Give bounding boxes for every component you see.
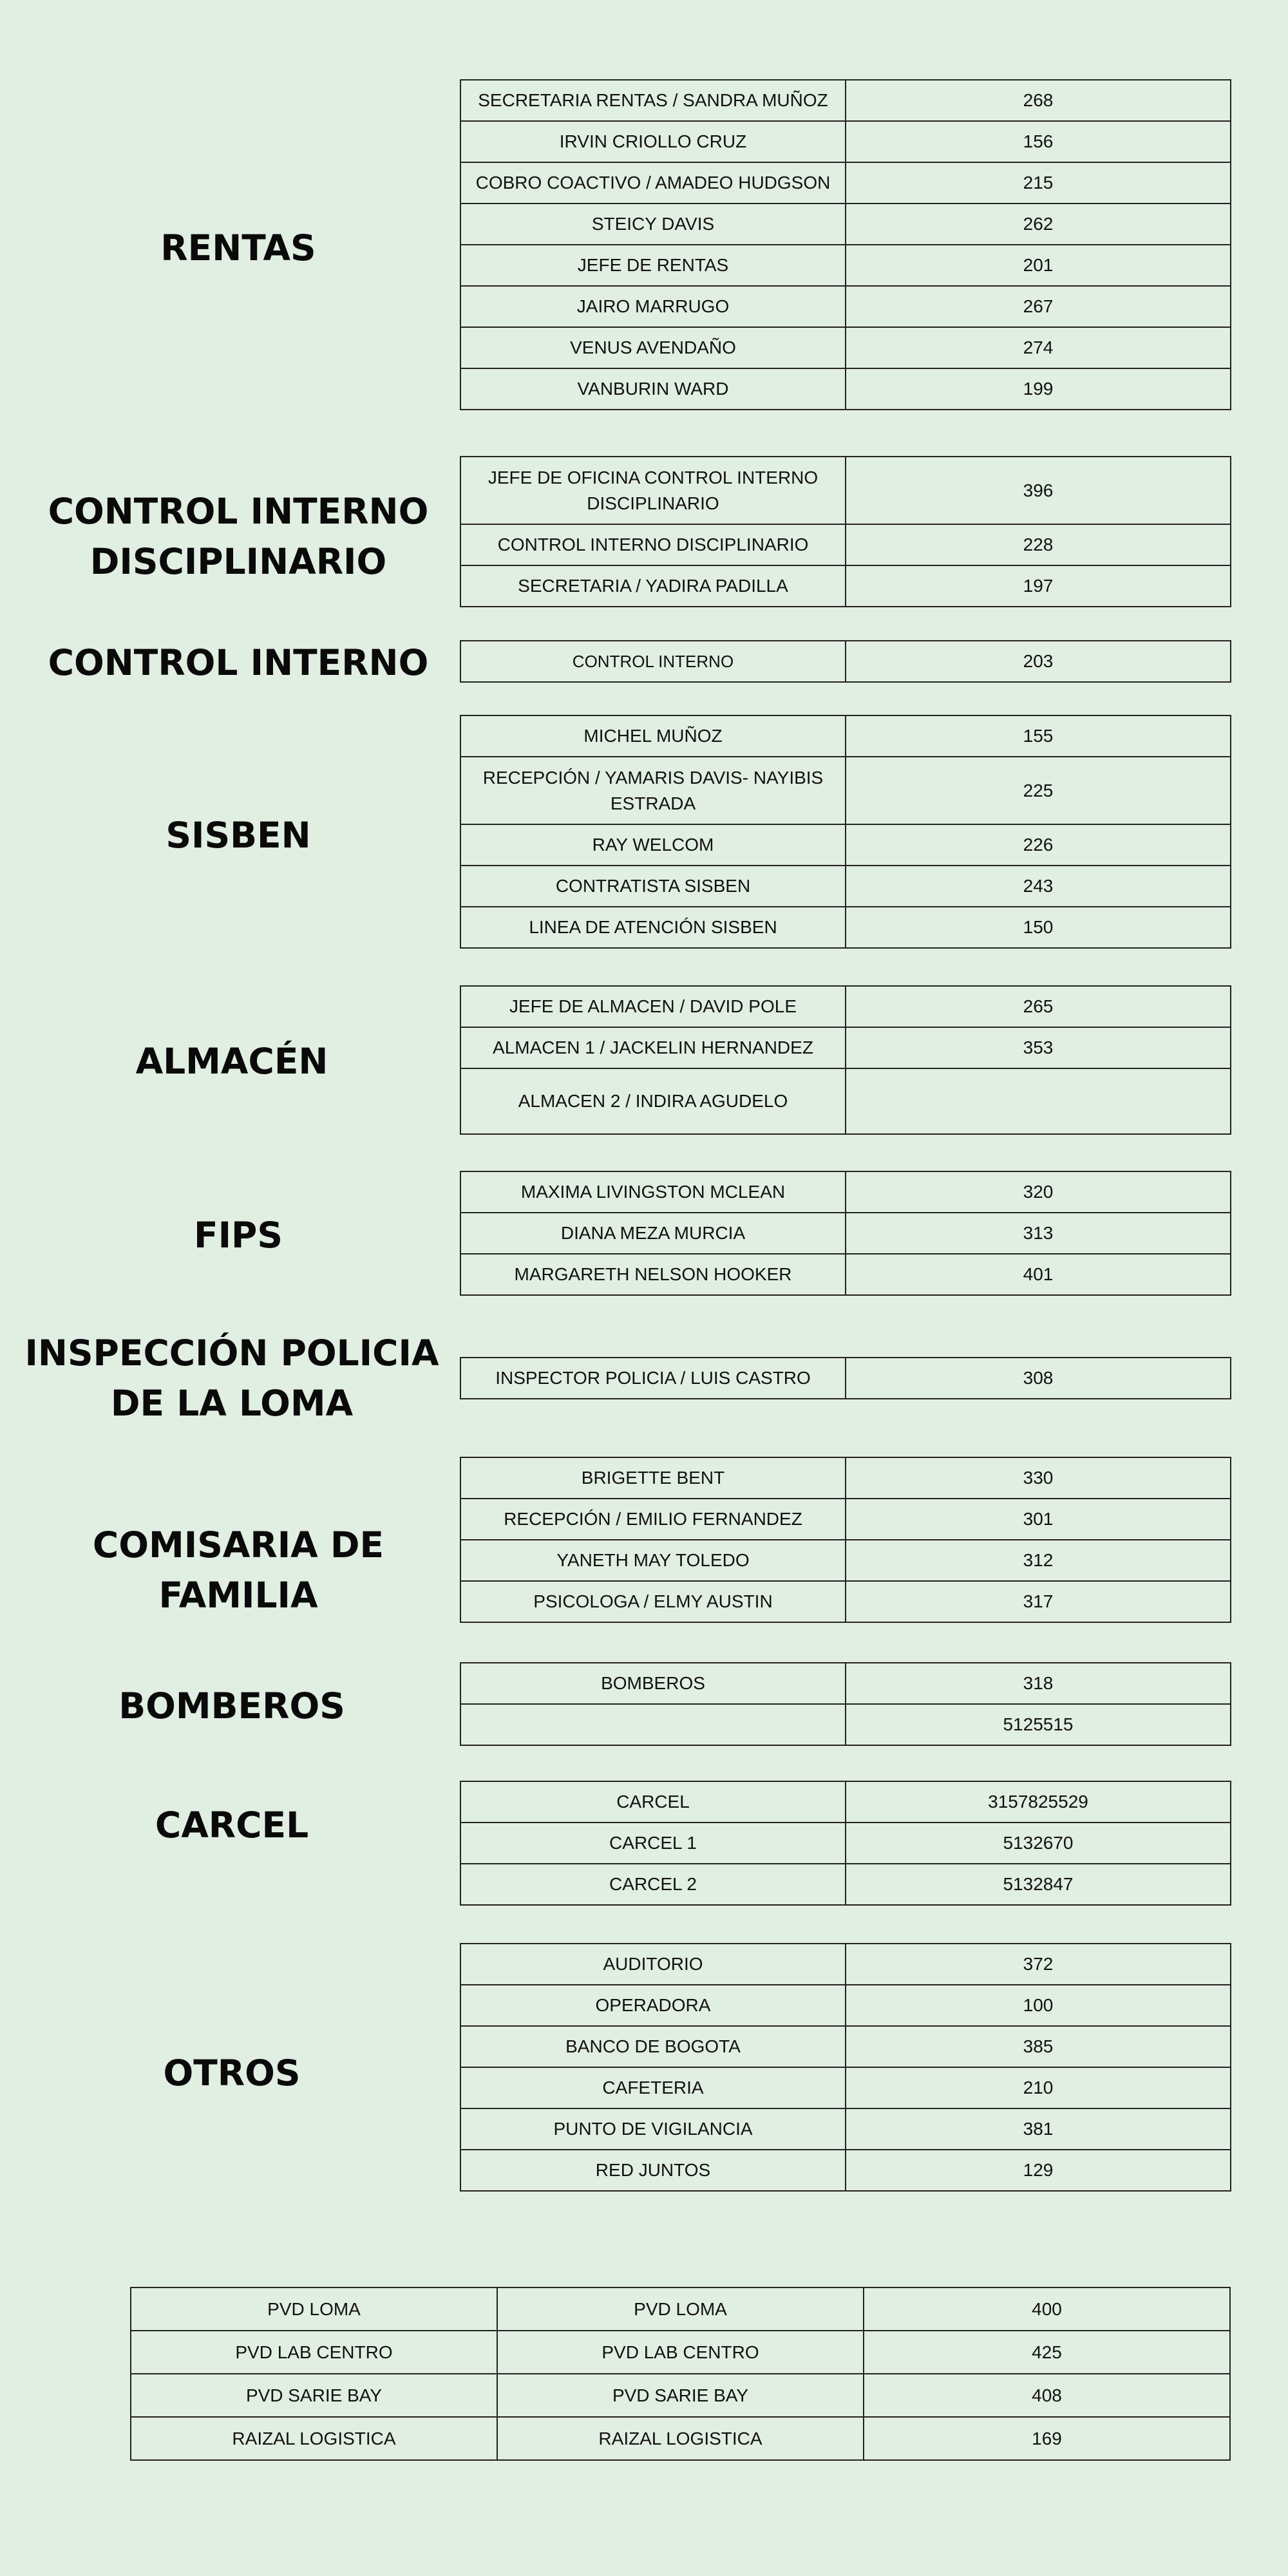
extension-number: 203 xyxy=(846,641,1231,682)
contact-name: CARCEL xyxy=(460,1781,846,1823)
contact-name: COBRO COACTIVO / AMADEO HUDGSON xyxy=(460,162,846,204)
contact-name: BRIGETTE BENT xyxy=(460,1457,846,1499)
contact-name xyxy=(460,1704,846,1745)
carcel-table xyxy=(460,1781,1231,1906)
extension-number: 156 xyxy=(846,121,1231,162)
table-row xyxy=(131,2287,1230,2331)
heading-line: CONTROL INTERNO xyxy=(48,491,429,532)
heading-line: INSPECCIÓN POLICIA xyxy=(24,1332,439,1374)
section-heading-almacen: ALMACÉN xyxy=(135,1041,328,1082)
section-heading-inspeccion-policia xyxy=(19,1328,444,1428)
table-row xyxy=(460,1663,1231,1704)
extension-number: 129 xyxy=(846,2150,1231,2191)
table-row xyxy=(460,715,1231,757)
extension-number: 408 xyxy=(864,2374,1230,2417)
contact-name: VANBURIN WARD xyxy=(460,368,846,410)
extension-number: 301 xyxy=(846,1499,1231,1540)
almacen-table xyxy=(460,985,1231,1135)
contact-name: DIANA MEZA MURCIA xyxy=(460,1213,846,1254)
extension-number: 267 xyxy=(846,286,1231,327)
table-row xyxy=(460,1027,1231,1068)
extension-number: 169 xyxy=(864,2417,1230,2460)
table-row xyxy=(460,204,1231,245)
table-row xyxy=(460,824,1231,866)
table-row xyxy=(460,1254,1231,1295)
contact-name: VENUS AVENDAÑO xyxy=(460,327,846,368)
table-row xyxy=(460,121,1231,162)
section-heading-otros: OTROS xyxy=(163,2052,301,2094)
contact-name: PUNTO DE VIGILANCIA xyxy=(460,2108,846,2150)
table-row xyxy=(460,368,1231,410)
contact-name: YANETH MAY TOLEDO xyxy=(460,1540,846,1581)
pvd-name: PVD SARIE BAY xyxy=(497,2374,864,2417)
table-row xyxy=(460,457,1231,524)
section-heading-rentas: RENTAS xyxy=(160,227,316,269)
extension-number: 312 xyxy=(846,1540,1231,1581)
table-row xyxy=(460,565,1231,607)
table-row xyxy=(460,866,1231,907)
contact-name: CARCEL 2 xyxy=(460,1864,846,1905)
table-row xyxy=(460,1213,1231,1254)
extension-number xyxy=(846,1068,1231,1134)
section-heading-control-interno: CONTROL INTERNO xyxy=(48,642,429,683)
extension-number: 317 xyxy=(846,1581,1231,1622)
contact-name: RED JUNTOS xyxy=(460,2150,846,2191)
pvd-name: RAIZAL LOGISTICA xyxy=(131,2417,497,2460)
contact-name: SECRETARIA / YADIRA PADILLA xyxy=(460,565,846,607)
extension-number: 215 xyxy=(846,162,1231,204)
contact-name: JAIRO MARRUGO xyxy=(460,286,846,327)
table-row xyxy=(460,907,1231,948)
extension-number: 313 xyxy=(846,1213,1231,1254)
section-heading-control-interno-disciplinario xyxy=(26,486,451,587)
contact-name: MICHEL MUÑOZ xyxy=(460,715,846,757)
contact-name: BANCO DE BOGOTA xyxy=(460,2026,846,2067)
contact-name: MARGARETH NELSON HOOKER xyxy=(460,1254,846,1295)
contact-name: RECEPCIÓN / EMILIO FERNANDEZ xyxy=(460,1499,846,1540)
contact-name: BOMBEROS xyxy=(460,1663,846,1704)
contact-name: INSPECTOR POLICIA / LUIS CASTRO xyxy=(460,1358,846,1399)
sisben-table xyxy=(460,715,1231,949)
table-row xyxy=(460,1457,1231,1499)
table-row xyxy=(460,327,1231,368)
table-row xyxy=(460,245,1231,286)
table-row xyxy=(460,1499,1231,1540)
table-row xyxy=(460,80,1231,121)
table-row xyxy=(460,1581,1231,1622)
contact-name: JEFE DE OFICINA CONTROL INTERNO DISCIPLINARIO xyxy=(460,457,846,524)
control-interno-table xyxy=(460,640,1231,683)
table-row xyxy=(460,1944,1231,1985)
heading-line: DE LA LOMA xyxy=(110,1383,354,1424)
table-row xyxy=(460,1540,1231,1581)
contact-name: IRVIN CRIOLLO CRUZ xyxy=(460,121,846,162)
rentas-table xyxy=(460,79,1231,410)
inspeccion-policia-table xyxy=(460,1357,1231,1399)
section-heading-comisaria-de-familia: COMISARIA DE FAMILIA xyxy=(92,1524,384,1616)
contact-name: AUDITORIO xyxy=(460,1944,846,1985)
pvd-name: PVD LOMA xyxy=(131,2287,497,2331)
extension-number: 262 xyxy=(846,204,1231,245)
extension-number: 225 xyxy=(846,757,1231,824)
contact-name: MAXIMA LIVINGSTON MCLEAN xyxy=(460,1171,846,1213)
contact-name: CAFETERIA xyxy=(460,2067,846,2108)
extension-number: 201 xyxy=(846,245,1231,286)
table-row xyxy=(460,1864,1231,1905)
pvd-name: PVD SARIE BAY xyxy=(131,2374,497,2417)
extension-number: 425 xyxy=(864,2331,1230,2374)
table-row xyxy=(460,1823,1231,1864)
contact-name: ALMACEN 2 / INDIRA AGUDELO xyxy=(460,1068,846,1134)
extension-number: 330 xyxy=(846,1457,1231,1499)
extension-number: 320 xyxy=(846,1171,1231,1213)
contact-name: RAY WELCOM xyxy=(460,824,846,866)
extension-number: 381 xyxy=(846,2108,1231,2150)
table-row xyxy=(460,2067,1231,2108)
table-row xyxy=(460,1171,1231,1213)
contact-name: RECEPCIÓN / YAMARIS DAVIS- NAYIBIS ESTRADA xyxy=(460,757,846,824)
contact-name: SECRETARIA RENTAS / SANDRA MUÑOZ xyxy=(460,80,846,121)
extension-number: 3157825529 xyxy=(846,1781,1231,1823)
table-row xyxy=(460,1068,1231,1134)
extension-number: 228 xyxy=(846,524,1231,565)
contact-name: LINEA DE ATENCIÓN SISBEN xyxy=(460,907,846,948)
extension-number: 226 xyxy=(846,824,1231,866)
extension-number: 5125515 xyxy=(846,1704,1231,1745)
comisaria-de-familia-table xyxy=(460,1457,1231,1623)
contact-name: JEFE DE ALMACEN / DAVID POLE xyxy=(460,986,846,1027)
heading-line: DISCIPLINARIO xyxy=(90,541,387,582)
otros-table xyxy=(460,1943,1231,2192)
table-row xyxy=(460,2026,1231,2067)
table-row xyxy=(460,162,1231,204)
table-row xyxy=(460,524,1231,565)
pvd-table xyxy=(130,2287,1231,2461)
pvd-name: PVD LOMA xyxy=(497,2287,864,2331)
table-row xyxy=(460,2150,1231,2191)
section-heading-sisben: SISBEN xyxy=(166,815,311,856)
table-row xyxy=(460,757,1231,824)
extension-number: 5132670 xyxy=(846,1823,1231,1864)
pvd-name: RAIZAL LOGISTICA xyxy=(497,2417,864,2460)
extension-number: 396 xyxy=(846,457,1231,524)
table-row xyxy=(460,641,1231,682)
control-interno-disciplinario-table xyxy=(460,456,1231,607)
fips-table xyxy=(460,1171,1231,1296)
pvd-name: PVD LAB CENTRO xyxy=(131,2331,497,2374)
table-row xyxy=(460,286,1231,327)
extension-number: 210 xyxy=(846,2067,1231,2108)
contact-name: JEFE DE RENTAS xyxy=(460,245,846,286)
extension-number: 197 xyxy=(846,565,1231,607)
extension-number: 243 xyxy=(846,866,1231,907)
section-heading-fips: FIPS xyxy=(194,1215,283,1256)
extension-number: 155 xyxy=(846,715,1231,757)
contact-name: CONTROL INTERNO xyxy=(460,641,846,682)
contact-name: CARCEL 1 xyxy=(460,1823,846,1864)
extension-number: 353 xyxy=(846,1027,1231,1068)
extension-number: 199 xyxy=(846,368,1231,410)
pvd-name: PVD LAB CENTRO xyxy=(497,2331,864,2374)
table-row xyxy=(460,1704,1231,1745)
contact-name: OPERADORA xyxy=(460,1985,846,2026)
extension-number: 268 xyxy=(846,80,1231,121)
contact-name: CONTRATISTA SISBEN xyxy=(460,866,846,907)
extension-number: 401 xyxy=(846,1254,1231,1295)
table-row xyxy=(131,2417,1230,2460)
table-row xyxy=(460,1781,1231,1823)
extension-number: 150 xyxy=(846,907,1231,948)
extension-number: 5132847 xyxy=(846,1864,1231,1905)
table-row xyxy=(131,2331,1230,2374)
contact-name: PSICOLOGA / ELMY AUSTIN xyxy=(460,1581,846,1622)
table-row xyxy=(131,2374,1230,2417)
extension-number: 100 xyxy=(846,1985,1231,2026)
extension-number: 318 xyxy=(846,1663,1231,1704)
extension-number: 265 xyxy=(846,986,1231,1027)
extension-number: 274 xyxy=(846,327,1231,368)
extension-number: 385 xyxy=(846,2026,1231,2067)
extension-number: 400 xyxy=(864,2287,1230,2331)
extension-number: 308 xyxy=(846,1358,1231,1399)
extension-number: 372 xyxy=(846,1944,1231,1985)
contact-name: CONTROL INTERNO DISCIPLINARIO xyxy=(460,524,846,565)
contact-name: STEICY DAVIS xyxy=(460,204,846,245)
table-row xyxy=(460,1358,1231,1399)
section-heading-carcel: CARCEL xyxy=(155,1804,309,1846)
section-heading-bomberos: BOMBEROS xyxy=(118,1685,345,1727)
contact-name: ALMACEN 1 / JACKELIN HERNANDEZ xyxy=(460,1027,846,1068)
table-row xyxy=(460,1985,1231,2026)
bomberos-table xyxy=(460,1662,1231,1746)
table-row xyxy=(460,986,1231,1027)
table-row xyxy=(460,2108,1231,2150)
